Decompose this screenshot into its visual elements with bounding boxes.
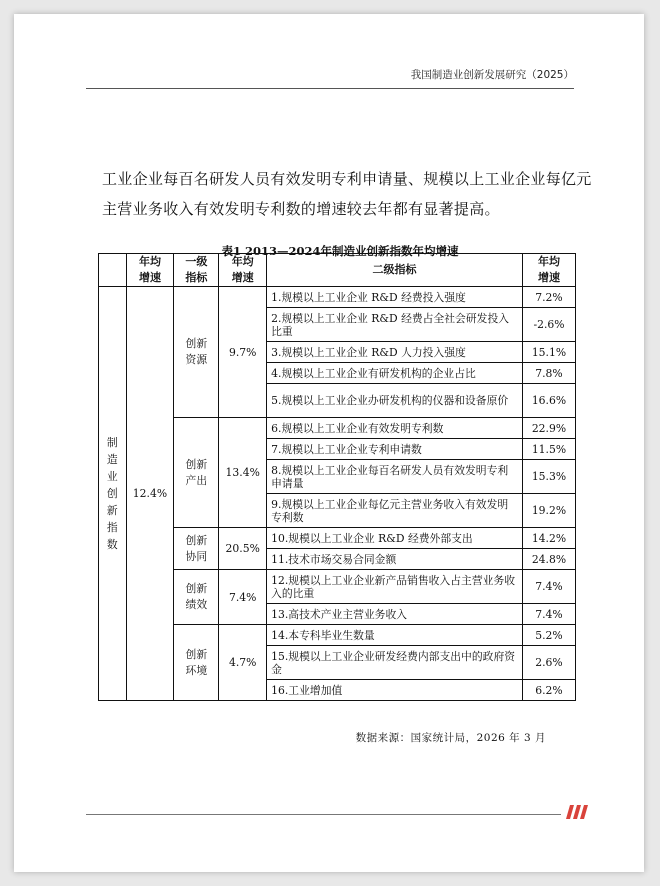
table-header-row xyxy=(99,254,576,287)
category-name-cell: 创新绩效 xyxy=(174,570,219,625)
body-paragraph: 工业企业每百名研发人员有效发明专利申请量、规模以上工业企业每亿元主营业务收入有效发明专利数的增速较去年都有显著提高。 xyxy=(102,170,592,218)
header-level1: 一级指标 xyxy=(174,254,219,287)
indicator-rate: 11.5% xyxy=(522,439,575,460)
indicator-label: 6.规模以上工业企业有效发明专利数 xyxy=(267,418,523,439)
category-name-cell: 创新资源 xyxy=(174,287,219,418)
indicator-label: 2.规模以上工业企业 R&D 经费占全社会研发投入比重 xyxy=(267,308,523,342)
category-name-cell: 创新产出 xyxy=(174,418,219,528)
header-blank xyxy=(99,254,127,287)
category-name-cell: 创新环境 xyxy=(174,625,219,701)
indicator-label: 16.工业增加值 xyxy=(267,680,523,701)
innovation-index-table xyxy=(98,253,576,701)
document-page xyxy=(14,14,644,872)
header-level2: 二级指标 xyxy=(267,254,523,287)
header-level1-rate: 年均增速 xyxy=(219,254,267,287)
indicator-rate: 15.1% xyxy=(522,342,575,363)
running-header: 我国制造业创新发展研究（2025） xyxy=(410,69,574,81)
indicator-label: 14.本专科毕业生数量 xyxy=(267,625,523,646)
indicator-label: 12.规模以上工业企业新产品销售收入占主营业务收入的比重 xyxy=(267,570,523,604)
category-name-cell: 创新协同 xyxy=(174,528,219,570)
indicator-rate: -2.6% xyxy=(522,308,575,342)
header-level2-rate: 年均增速 xyxy=(522,254,575,287)
indicator-label: 5.规模以上工业企业办研发机构的仪器和设备原价 xyxy=(267,384,523,418)
indicator-label: 10.规模以上工业企业 R&D 经费外部支出 xyxy=(267,528,523,549)
index-name-cell: 制造业创新指数 xyxy=(99,287,127,701)
indicator-label: 11.技术市场交易合同金额 xyxy=(267,549,523,570)
indicator-rate: 7.2% xyxy=(522,287,575,308)
indicator-rate: 2.6% xyxy=(522,646,575,680)
indicator-label: 7.规模以上工业企业专利申请数 xyxy=(267,439,523,460)
indicator-rate: 16.6% xyxy=(522,384,575,418)
category-rate-cell: 13.4% xyxy=(219,418,267,528)
indicator-label: 1.规模以上工业企业 R&D 经费投入强度 xyxy=(267,287,523,308)
indicator-rate: 7.8% xyxy=(522,363,575,384)
indicator-rate: 14.2% xyxy=(522,528,575,549)
header-index-rate: 年均增速 xyxy=(126,254,174,287)
indicator-label: 9.规模以上工业企业每亿元主营业务收入有效发明专利数 xyxy=(267,494,523,528)
table-caption: 表1 2013—2024年制造业创新指数年均增速 xyxy=(221,244,459,258)
indicator-rate: 6.2% xyxy=(522,680,575,701)
category-rate-cell: 20.5% xyxy=(219,528,267,570)
indicator-rate: 7.4% xyxy=(522,570,575,604)
table-row xyxy=(99,287,576,308)
category-rate-cell: 7.4% xyxy=(219,570,267,625)
indicator-rate: 7.4% xyxy=(522,604,575,625)
footer-rule xyxy=(86,814,561,815)
category-rate-cell: 4.7% xyxy=(219,625,267,701)
indicator-rate: 22.9% xyxy=(522,418,575,439)
decorative-slashes-icon xyxy=(566,805,588,819)
indicator-rate: 19.2% xyxy=(522,494,575,528)
index-rate-cell: 12.4% xyxy=(126,287,174,701)
header-rule xyxy=(86,88,574,89)
indicator-rate: 5.2% xyxy=(522,625,575,646)
indicator-rate: 24.8% xyxy=(522,549,575,570)
category-rate-cell: 9.7% xyxy=(219,287,267,418)
data-source-note: 数据来源：国家统计局，2026 年 3 月 xyxy=(355,732,546,744)
indicator-label: 4.规模以上工业企业有研发机构的企业占比 xyxy=(267,363,523,384)
indicator-label: 13.高技术产业主营业务收入 xyxy=(267,604,523,625)
indicator-label: 15.规模以上工业企业研发经费内部支出中的政府资金 xyxy=(267,646,523,680)
indicator-rate: 15.3% xyxy=(522,460,575,494)
indicator-label: 3.规模以上工业企业 R&D 人力投入强度 xyxy=(267,342,523,363)
indicator-label: 8.规模以上工业企业每百名研发人员有效发明专利申请量 xyxy=(267,460,523,494)
